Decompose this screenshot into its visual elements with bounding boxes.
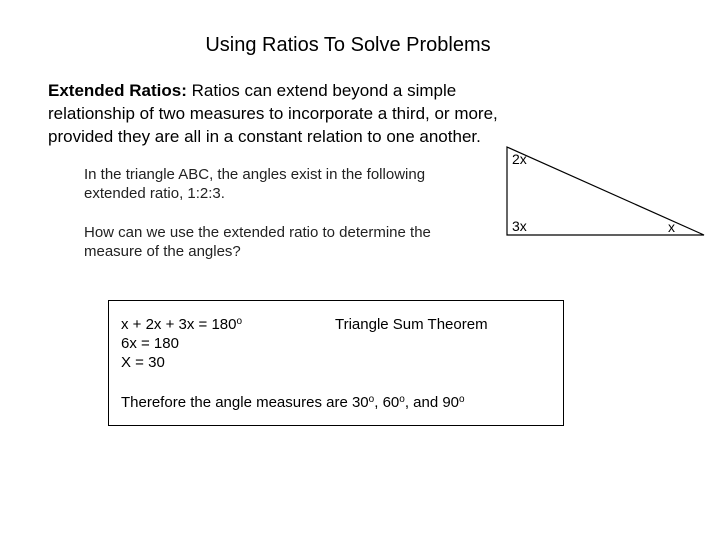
- degree-symbol: o: [236, 316, 243, 327]
- intro-text: Ratios can extend beyond a simple relationship of two measures to incorporate a third, or more, provided they are all in a constant relation to one another.: [48, 81, 498, 146]
- equation-1-text: x + 2x + 3x = 180: [121, 316, 237, 333]
- angle-1-value: 30: [351, 394, 369, 411]
- degree-symbol: o: [399, 394, 405, 405]
- angle-2-value: 60: [382, 394, 400, 411]
- degree-symbol: o: [368, 394, 375, 405]
- intro-term: Extended Ratios:: [48, 81, 187, 100]
- theorem-label: Triangle Sum Theorem: [335, 316, 488, 333]
- triangle-top-angle-label: 2x: [512, 151, 527, 167]
- conclusion-prefix: Therefore the angle measures are: [121, 394, 352, 411]
- triangle-ratio-paragraph: In the triangle ABC, the angles exist in the following extended ratio, 1:2:3.: [84, 166, 426, 202]
- equation-line-2: 6x = 180: [121, 335, 179, 352]
- separator-comma: ,: [374, 394, 383, 411]
- angle-3-value: 90: [442, 394, 460, 411]
- degree-symbol: o: [459, 394, 465, 405]
- separator-and: , and: [404, 394, 443, 411]
- triangle-far-angle-label: x: [668, 219, 675, 235]
- triangle-right-angle-label: 3x: [512, 218, 527, 234]
- page-title: Using Ratios To Solve Problems: [205, 34, 491, 56]
- equation-line-3: X = 30: [121, 354, 165, 371]
- question-paragraph: How can we use the extended ratio to determine the measure of the angles?: [84, 224, 431, 260]
